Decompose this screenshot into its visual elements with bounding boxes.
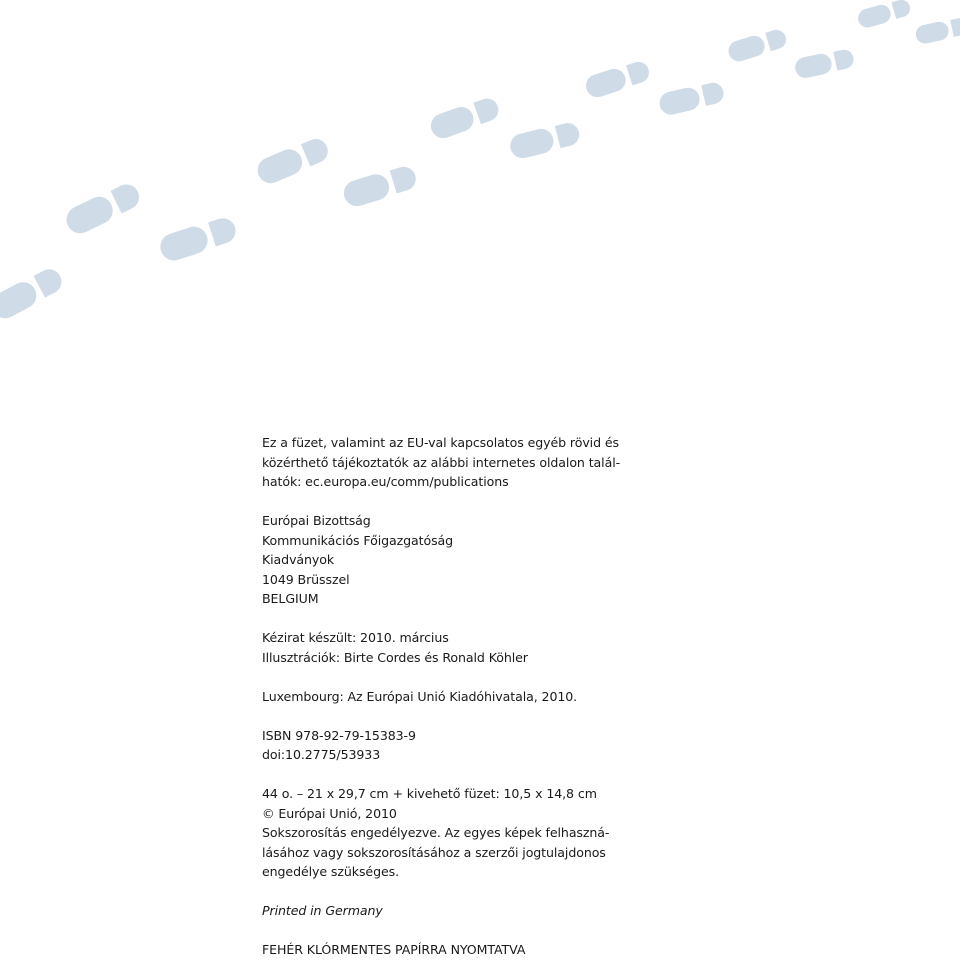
address-line: Európai Bizottság [262, 513, 371, 528]
intro-line: közérthető tájékoztatók az alábbi internetes oldalon talál- [262, 454, 621, 470]
address-line: Kommunikációs Főigazgatóság [262, 532, 454, 548]
manuscript-date: Kézirat készült: 2010. március [262, 630, 449, 645]
reproduction-line: lásához vagy sokszorosításához a szerzői jogtulajdonos [262, 844, 606, 860]
copyright-line: © Európai Unió, 2010 [262, 805, 397, 821]
intro-line: hatók: ec.europa.eu/comm/publications [262, 474, 509, 489]
footprints-trail-icon [0, 0, 960, 330]
format-line: 44 o. – 21 x 29,7 cm + kivehető füzet: 10,5 x 14,8 cm [262, 786, 597, 801]
address-line: Kiadványok [262, 552, 335, 567]
illustrations-credit: Illusztrációk: Birte Cordes és Ronald Köhler [262, 649, 528, 665]
paper-note: FEHÉR KLÓRMENTES PAPÍRRA NYOMTATVA [262, 942, 526, 957]
address-line: BELGIUM [262, 591, 319, 606]
publisher-line: Luxembourg: Az Európai Unió Kiadóhivatala, 2010. [262, 688, 578, 704]
intro-line: Ez a füzet, valamint az EU-val kapcsolatos egyéb rövid és [262, 435, 619, 450]
address-line: 1049 Brüsszel [262, 571, 350, 587]
reproduction-line: engedélye szükséges. [262, 864, 399, 879]
doi: doi:10.2775/53933 [262, 747, 381, 762]
isbn: ISBN 978-92-79-15383-9 [262, 727, 416, 743]
reproduction-line: Sokszorosítás engedélyezve. Az egyes képek felhaszná- [262, 825, 610, 840]
imprint-block [262, 433, 862, 960]
printed-in: Printed in Germany [262, 903, 383, 918]
